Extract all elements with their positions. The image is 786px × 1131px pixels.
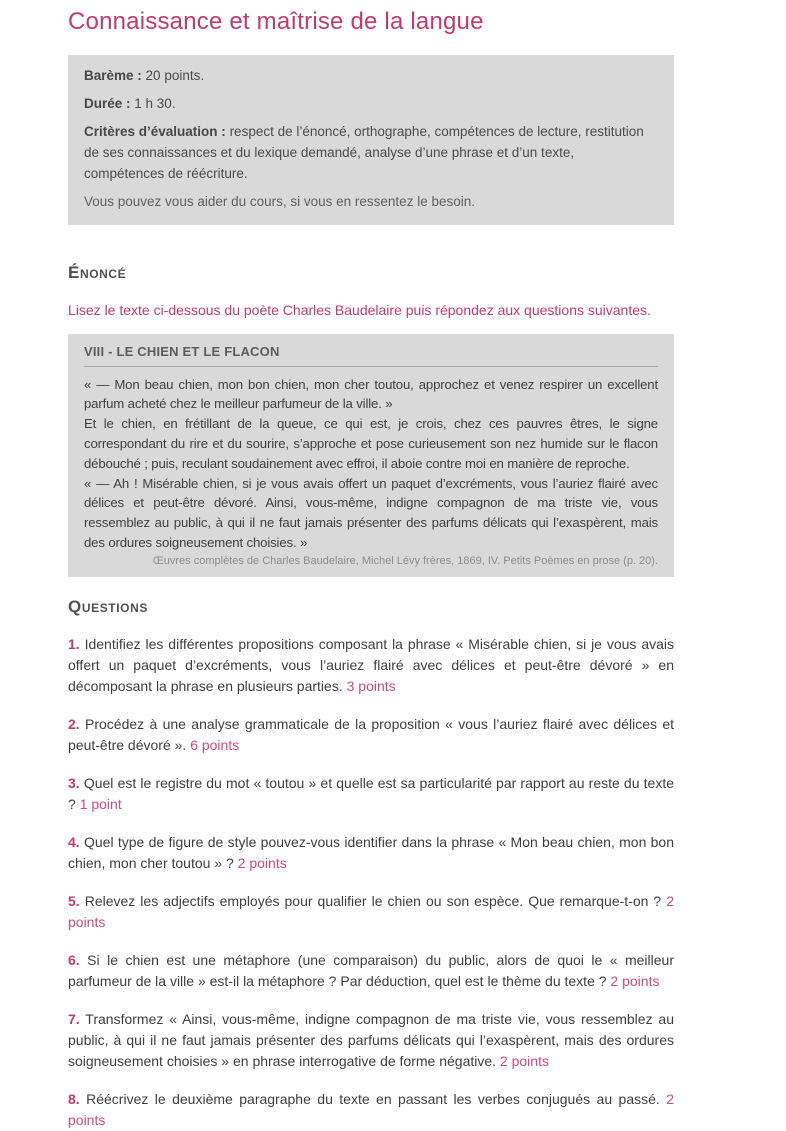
question-number: 6. bbox=[68, 951, 80, 968]
question-item-1 bbox=[68, 634, 674, 697]
question-number: 3. bbox=[68, 774, 80, 791]
extract-citation: Œuvres complètes de Charles Baudelaire, Michel Lévy frères, 1869, IV. Petits Poèmes en prose (p. 20). bbox=[152, 554, 658, 567]
question-number: 7. bbox=[68, 1010, 80, 1027]
question-text: Quel type de figure de style pouvez-vous identifier dans la phrase « Mon beau chien, mon bon chien, mon cher toutou » ? bbox=[68, 833, 675, 871]
question-number: 4. bbox=[68, 833, 80, 850]
question-points: 2 points bbox=[499, 1052, 549, 1069]
question-text: Relevez les adjectifs employés pour qualifier le chien ou son espèce. Que remarque-t-on ? bbox=[84, 892, 662, 909]
question-item-4 bbox=[68, 832, 674, 874]
question-number: 1. bbox=[68, 635, 80, 652]
question-text: Procédez à une analyse grammaticale de la proposition « vous l’auriez flairé avec délices et peut-être dévoré ». bbox=[68, 715, 674, 753]
bareme-value: 20 points. bbox=[145, 68, 205, 83]
text-extract-box bbox=[68, 334, 674, 577]
exam-info-box bbox=[68, 55, 674, 225]
bareme-row bbox=[84, 66, 658, 87]
question-points: 3 points bbox=[346, 677, 396, 694]
criteres-label: Critères d’évaluation : bbox=[84, 123, 226, 139]
criteres-row bbox=[84, 122, 658, 185]
criteres-value: respect de l’énoncé, orthographe, compétences de lecture, restitution de ses connaissances et du lexique demandé, analyse d’une phrase et d’un texte, compétences de réécriture. bbox=[84, 123, 644, 181]
question-points: 1 point bbox=[79, 795, 122, 812]
extract-paragraph: « — Mon beau chien, mon bon chien, mon cher toutou, approchez et venez respirer un excellent parfum acheté chez le meilleur parfumeur de la ville. » bbox=[84, 376, 658, 412]
question-number: 5. bbox=[68, 892, 80, 909]
info-note: Vous pouvez vous aider du cours, si vous en ressentez le besoin. bbox=[84, 193, 475, 209]
question-points: 2 points bbox=[237, 854, 287, 871]
question-text: Identifiez les différentes propositions composant la phrase « Misérable chien, si je vous avais offert un paquet d’excréments, vous l’auriez flairé avec délices et peut-être dévoré » en décomposant la phrase en plusieurs parties. bbox=[68, 635, 675, 694]
question-number: 2. bbox=[68, 715, 80, 732]
question-item-6 bbox=[68, 950, 674, 992]
extract-paragraph: Et le chien, en frétillant de la queue, ce qui est, je crois, chez ces pauvres êtres, le signe correspondant du rire et du sourire, s’approche et pose curieusement son nez humide sur le flacon débouché ; puis, reculant soudainement avec effroi, il aboie contre moi en manière de reproche. bbox=[84, 416, 658, 471]
question-text: Quel est le registre du mot « toutou » et quelle est sa particularité par rapport au reste du texte ? bbox=[68, 774, 675, 812]
question-points: 6 points bbox=[190, 736, 240, 753]
question-points: 2 points bbox=[610, 972, 660, 989]
extract-title: VIII - LE CHIEN ET LE FLACON bbox=[84, 344, 658, 367]
question-item-7 bbox=[68, 1009, 674, 1072]
question-item-3 bbox=[68, 773, 674, 815]
bareme-label: Barème : bbox=[84, 68, 142, 83]
questions-heading: Questions bbox=[68, 596, 148, 616]
question-text: Transformez « Ainsi, vous-même, indigne compagnon de ma triste vie, vous ressemblez au public, à qui il ne faut jamais présenter des parfums délicats qui l’exaspèrent, mais des ordures soigneusement choisies » en phrase interrogative de forme négative. bbox=[68, 1010, 675, 1069]
enonce-instruction: Lisez le texte ci-dessous du poète Charles Baudelaire puis répondez aux questions suivantes. bbox=[68, 301, 651, 318]
duree-row bbox=[84, 94, 658, 115]
question-item-5 bbox=[68, 891, 674, 933]
duree-value: 1 h 30. bbox=[134, 95, 176, 111]
duree-label: Durée : bbox=[84, 95, 131, 111]
page-title: Connaissance et maîtrise de la langue bbox=[68, 8, 484, 35]
question-points: 2 points bbox=[68, 892, 674, 930]
question-text: Réécrivez le deuxième paragraphe du texte en passant les verbes conjugués au passé. bbox=[86, 1090, 660, 1107]
enonce-heading: Énoncé bbox=[68, 262, 127, 282]
question-item-8 bbox=[68, 1089, 674, 1131]
question-text: Si le chien est une métaphore (une comparaison) du public, alors de quoi le « meilleur parfumeur de la ville » est-il la métaphore ? Par déduction, quel est le thème du texte ? bbox=[68, 951, 674, 989]
question-points: 2 points bbox=[68, 1090, 675, 1128]
question-number: 8. bbox=[68, 1090, 80, 1107]
question-item-2 bbox=[68, 714, 674, 756]
extract-paragraph: « — Ah ! Misérable chien, si je vous avais offert un paquet d’excréments, vous l’auriez flairé avec délices et peut-être dévoré. Ainsi, vous-même, indigne compagnon de ma triste vie, vous ressemblez au public, à qui il ne faut jamais présenter des parfums délicats qui l’exaspèrent, mais des ordures soigneusement choisies. » bbox=[84, 475, 658, 550]
